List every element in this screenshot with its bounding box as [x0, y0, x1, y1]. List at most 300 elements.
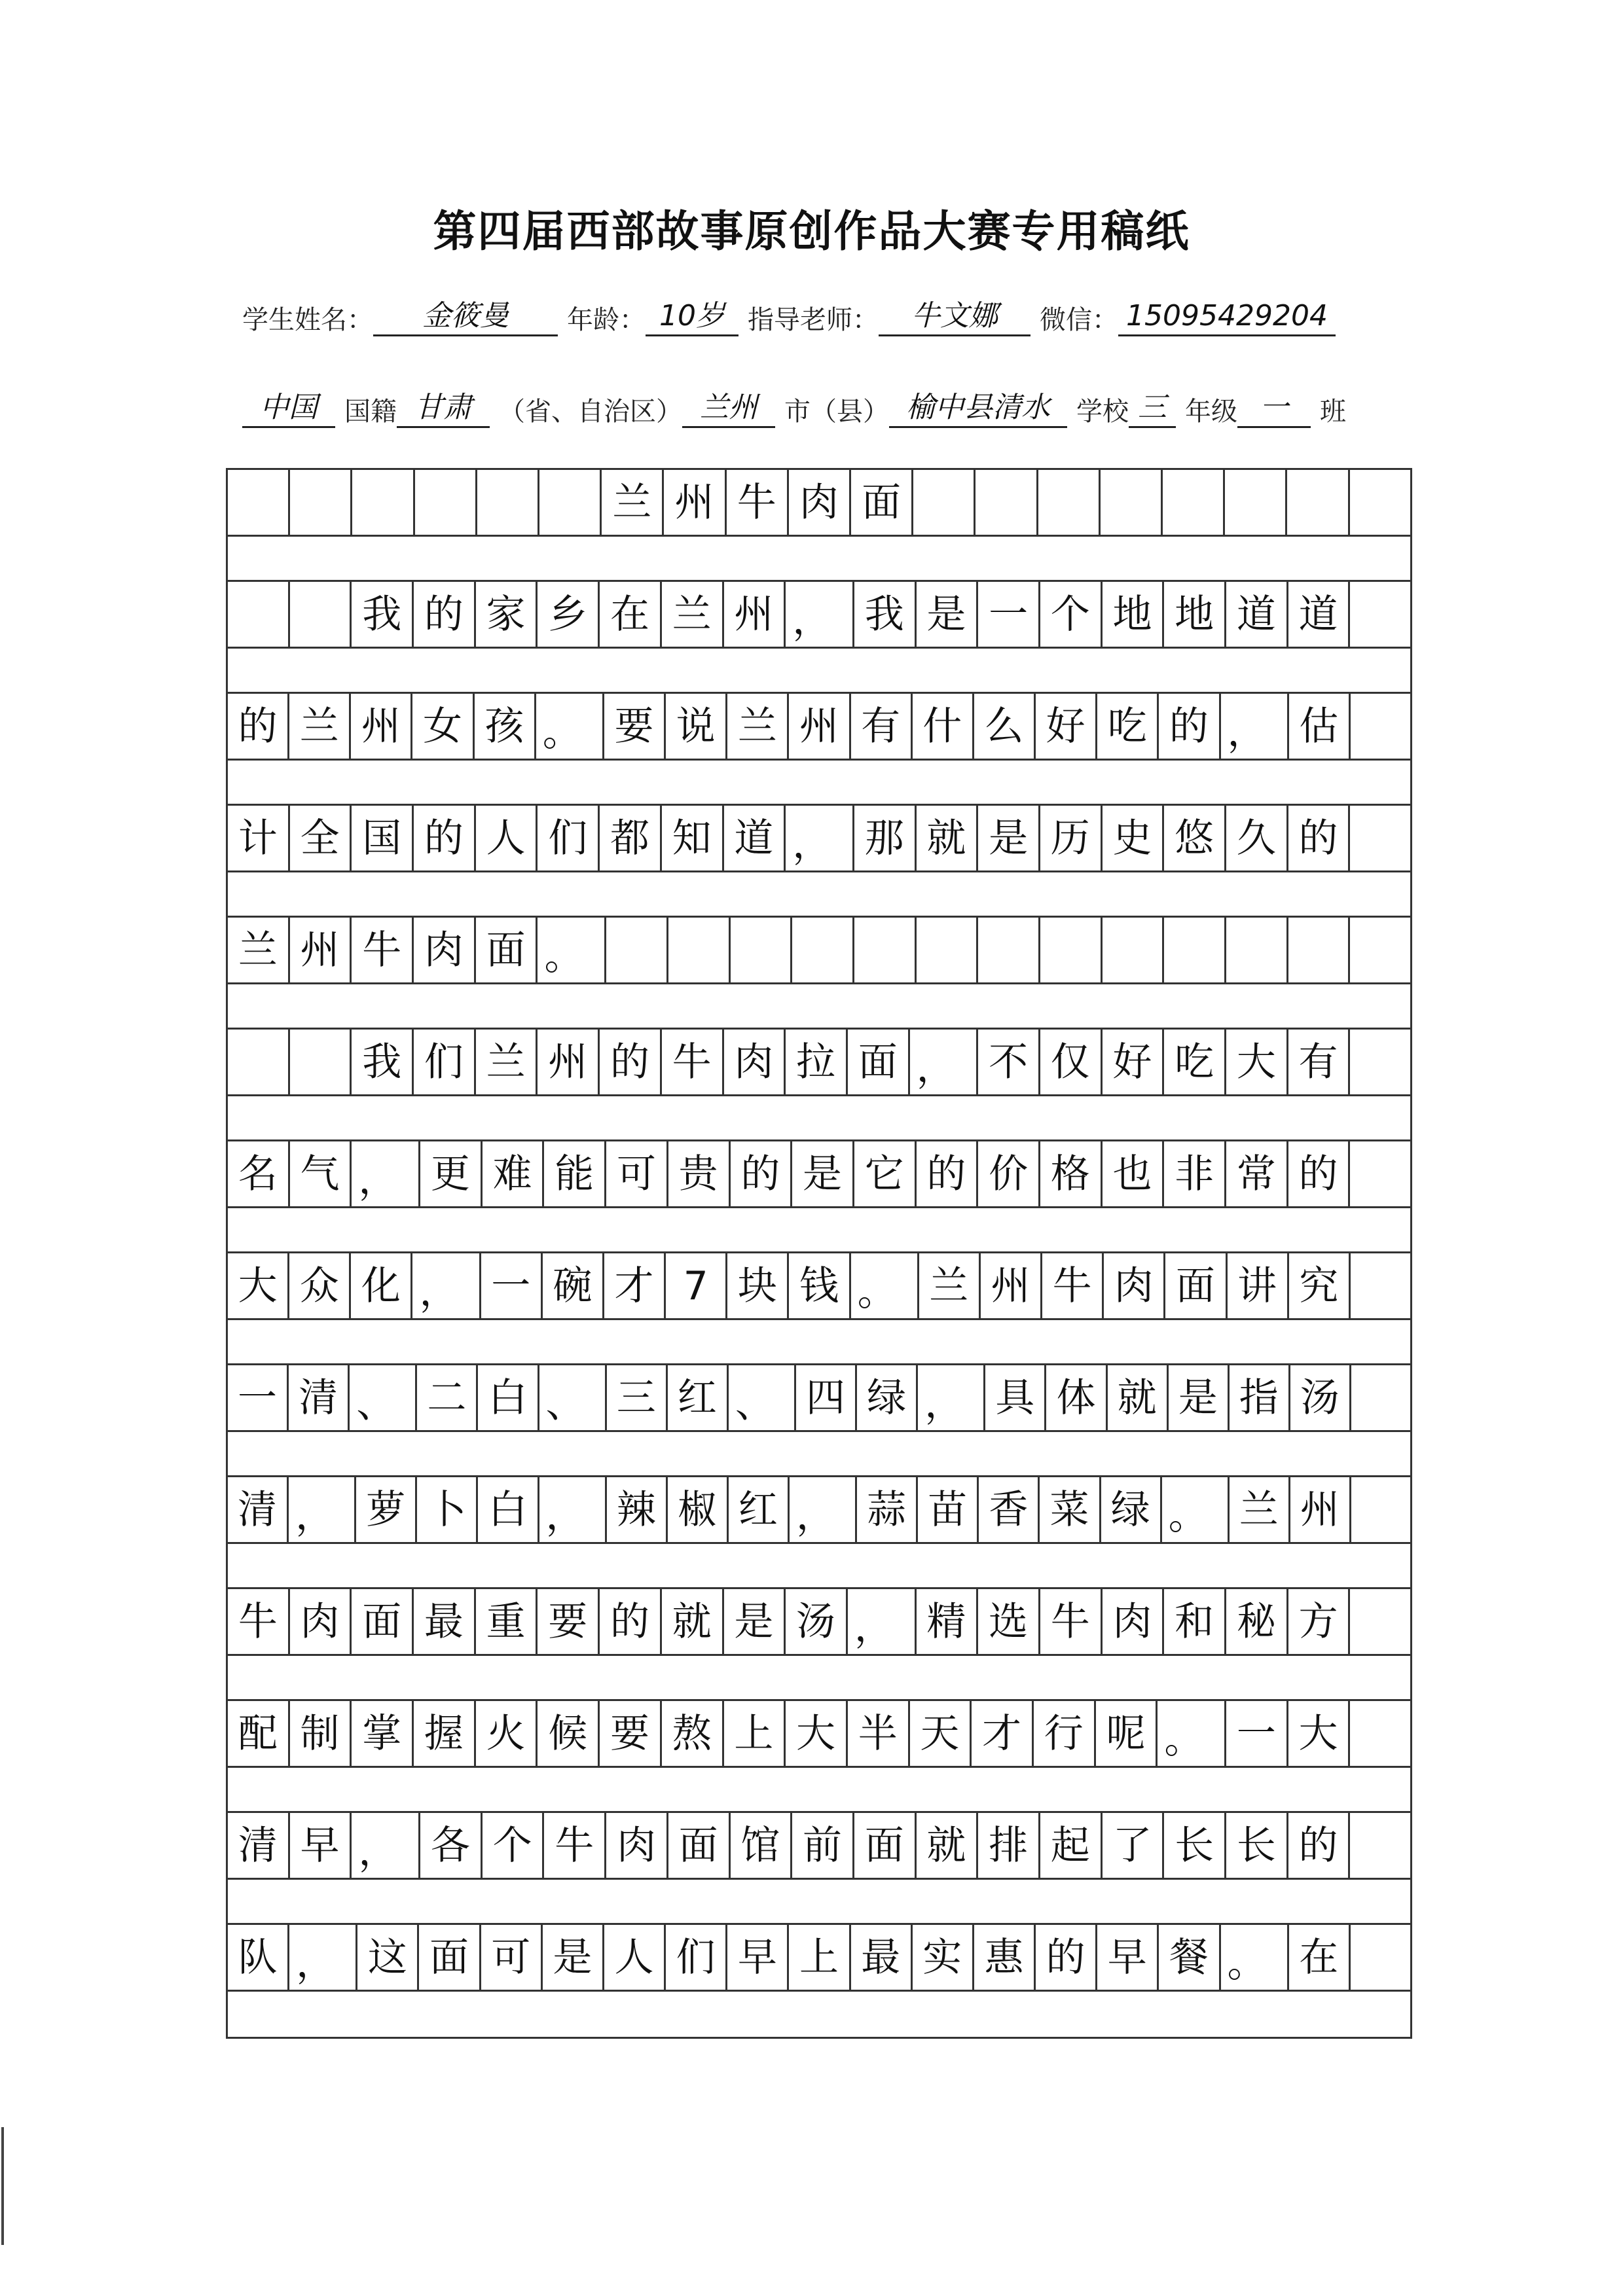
grid-cell: 兰 — [602, 470, 664, 535]
grid-cell: 人 — [604, 1925, 666, 1990]
grid-cell — [228, 582, 290, 647]
grid-cell: 兰 — [289, 694, 351, 759]
grid-cell: 牛 — [727, 470, 789, 535]
grid-cell: ， — [412, 1253, 481, 1318]
grid-cell: 馆 — [731, 1813, 793, 1878]
grid-cell — [477, 470, 539, 535]
grid-cell: 起 — [1040, 1813, 1103, 1878]
grid-cell: 估 — [1289, 694, 1351, 759]
grid-cell: 州 — [351, 694, 412, 759]
grid-cell: 在 — [1289, 1925, 1351, 1990]
grid-spacer-row — [228, 761, 1410, 806]
grid-cell: 们 — [666, 1925, 727, 1990]
grid-cell — [1350, 806, 1410, 870]
grid-cell: 个 — [483, 1813, 545, 1878]
grid-cell: 牛 — [228, 1589, 290, 1654]
grid-cell: 一 — [228, 1365, 289, 1430]
grid-cell — [1350, 918, 1410, 982]
grid-spacer-row — [228, 1432, 1410, 1477]
grid-cell: 一 — [481, 1253, 543, 1318]
grid-cell: 候 — [538, 1701, 600, 1766]
grid-cell: 常 — [1226, 1141, 1288, 1206]
grid-cell — [917, 918, 979, 982]
grid-cell: 绿 — [857, 1365, 918, 1430]
grid-cell: 三 — [607, 1365, 668, 1430]
grid-cell: 就 — [1108, 1365, 1169, 1430]
grid-cell: 我 — [352, 582, 414, 647]
grid-cell — [1164, 918, 1226, 982]
grid-row — [228, 1030, 1410, 1096]
grid-cell: ， — [848, 1589, 917, 1654]
grid-cell: 块 — [727, 1253, 789, 1318]
grid-cell: 就 — [917, 806, 979, 870]
grid-cell: 行 — [1034, 1701, 1096, 1766]
grid-cell: 一 — [978, 582, 1040, 647]
grid-cell: ， — [786, 806, 854, 870]
grid-cell: 吃 — [1164, 1030, 1226, 1094]
grid-cell: 的 — [1288, 1141, 1351, 1206]
grid-cell: 肉 — [414, 918, 476, 982]
grid-cell: 们 — [538, 806, 600, 870]
grid-spacer-row — [228, 1656, 1410, 1701]
name-label: 学生姓名： — [242, 305, 373, 335]
grid-spacer-row — [228, 872, 1410, 918]
grid-cell: 熬 — [662, 1701, 724, 1766]
grid-cell: 可 — [481, 1925, 543, 1990]
grid-cell: 是 — [724, 1589, 786, 1654]
grid-cell: 才 — [972, 1701, 1034, 1766]
grid-cell: 个 — [1040, 582, 1103, 647]
grid-cell — [228, 1030, 290, 1094]
grid-cell: 拉 — [786, 1030, 848, 1094]
grid-cell: 全 — [290, 806, 352, 870]
grid-cell: 白 — [478, 1365, 539, 1430]
grid-cell: 面 — [851, 470, 913, 535]
grid-cell: 制 — [290, 1701, 352, 1766]
grid-cell: 长 — [1226, 1813, 1288, 1878]
grid-cell: 讲 — [1228, 1253, 1289, 1318]
grid-cell: ， — [790, 1477, 857, 1542]
teacher-label: 指导老师： — [748, 305, 879, 335]
manuscript-grid — [226, 468, 1412, 2039]
grid-cell — [1350, 1030, 1410, 1094]
grid-spacer-row — [228, 1880, 1410, 1925]
grid-cell: 可 — [606, 1141, 668, 1206]
grid-cell: 大 — [228, 1253, 289, 1318]
grid-cell: 面 — [854, 1813, 917, 1878]
grid-cell — [290, 470, 352, 535]
grid-cell: 重 — [476, 1589, 538, 1654]
grid-cell: 好 — [1103, 1030, 1165, 1094]
grid-cell: 长 — [1164, 1813, 1226, 1878]
grid-cell: 卜 — [417, 1477, 478, 1542]
grid-cell — [1351, 1925, 1410, 1990]
grid-cell: 、 — [350, 1365, 417, 1430]
grid-cell: 牛 — [662, 1030, 724, 1094]
grid-cell — [976, 470, 1038, 535]
grid-cell: 面 — [1165, 1253, 1227, 1318]
grid-cell — [854, 918, 917, 982]
grid-cell: 孩 — [475, 694, 536, 759]
grid-cell: 国 — [352, 806, 414, 870]
grid-cell: 什 — [913, 694, 974, 759]
grid-cell: 要 — [538, 1589, 600, 1654]
grid-cell: 兰 — [727, 694, 789, 759]
province-field: 甘肃 — [397, 389, 490, 428]
school-label: 学校 — [1076, 397, 1129, 427]
class-field: 一 — [1237, 389, 1311, 428]
grid-cell: 能 — [544, 1141, 606, 1206]
grid-row — [228, 1925, 1410, 1992]
grid-cell: 这 — [357, 1925, 419, 1990]
grid-cell: 有 — [851, 694, 913, 759]
grid-cell: 气 — [290, 1141, 352, 1206]
age-field: 10岁 — [646, 298, 739, 336]
grid-cell — [1226, 918, 1288, 982]
grid-row — [228, 806, 1410, 872]
grid-cell: 蒜 — [857, 1477, 918, 1542]
grid-cell: 名 — [228, 1141, 290, 1206]
grid-cell: 早 — [290, 1813, 352, 1878]
grid-cell: 在 — [600, 582, 662, 647]
age-label: 年龄： — [567, 305, 646, 335]
grid-spacer-row — [228, 537, 1410, 582]
grid-cell: 格 — [1040, 1141, 1103, 1206]
grid-cell: 家 — [476, 582, 538, 647]
grid-cell: 难 — [483, 1141, 545, 1206]
grid-cell: 一 — [1226, 1701, 1288, 1766]
grid-cell: 肉 — [1104, 1253, 1165, 1318]
grid-cell: 地 — [1103, 582, 1165, 647]
name-field: 金筱曼 — [373, 298, 558, 336]
grid-cell: 红 — [729, 1477, 790, 1542]
grid-row — [228, 1589, 1410, 1656]
grid-row — [228, 1813, 1410, 1880]
grid-cell: ， — [289, 1477, 356, 1542]
grid-cell: 绿 — [1101, 1477, 1162, 1542]
grid-cell: 。 — [1158, 1701, 1226, 1766]
grid-cell — [792, 918, 854, 982]
grid-cell: 计 — [228, 806, 290, 870]
grid-row — [228, 1253, 1410, 1320]
grid-cell: 仅 — [1040, 1030, 1103, 1094]
grid-cell: 的 — [414, 582, 476, 647]
grid-cell: 、 — [539, 1365, 607, 1430]
grid-cell: 前 — [792, 1813, 854, 1878]
grid-cell — [290, 582, 352, 647]
grid-cell: 香 — [979, 1477, 1040, 1542]
grid-cell: 要 — [600, 1701, 662, 1766]
grid-spacer-row — [228, 649, 1410, 694]
grid-cell: ， — [352, 1813, 420, 1878]
city-label: 市（县） — [784, 397, 889, 427]
grid-cell: 兰 — [662, 582, 724, 647]
grid-row — [228, 470, 1410, 537]
grid-cell: 了 — [1103, 1813, 1165, 1878]
grid-cell — [1287, 470, 1349, 535]
grid-cell: 菜 — [1040, 1477, 1101, 1542]
grid-spacer-row — [228, 1768, 1410, 1813]
grid-cell: 肉 — [724, 1030, 786, 1094]
grid-cell: 牛 — [352, 918, 414, 982]
grid-cell: 我 — [352, 1030, 414, 1094]
grid-cell — [1350, 1589, 1410, 1654]
grid-cell — [1038, 470, 1101, 535]
grid-cell: 最 — [851, 1925, 913, 1990]
grid-cell: 么 — [974, 694, 1036, 759]
grid-cell: 。 — [536, 694, 604, 759]
grid-cell: 的 — [414, 806, 476, 870]
grid-cell: 久 — [1226, 806, 1288, 870]
grid-cell: 州 — [664, 470, 726, 535]
grid-cell: 说 — [666, 694, 727, 759]
grid-cell — [1103, 918, 1165, 982]
grid-cell: 。 — [1162, 1477, 1230, 1542]
grid-cell: 选 — [978, 1589, 1040, 1654]
grade-field: 三 — [1129, 389, 1176, 428]
grid-row — [228, 1477, 1410, 1544]
grade-label: 年级 — [1185, 397, 1237, 427]
grid-cell: 排 — [978, 1813, 1040, 1878]
grid-cell — [1101, 470, 1163, 535]
grid-cell — [290, 1030, 352, 1094]
wechat-field: 15095429204 — [1118, 298, 1336, 336]
grid-cell: 我 — [854, 582, 917, 647]
grid-cell: 州 — [789, 694, 850, 759]
grid-cell: 四 — [796, 1365, 857, 1430]
grid-cell: 7 — [666, 1253, 727, 1318]
grid-cell — [1350, 582, 1410, 647]
class-label: 班 — [1320, 397, 1346, 427]
grid-cell: 那 — [854, 806, 917, 870]
grid-cell: 非 — [1164, 1141, 1226, 1206]
grid-cell: 化 — [351, 1253, 412, 1318]
grid-cell: 肉 — [606, 1813, 668, 1878]
grid-cell: ， — [918, 1365, 985, 1430]
grid-cell: 苗 — [918, 1477, 979, 1542]
grid-cell: 白 — [478, 1477, 539, 1542]
grid-cell — [978, 918, 1040, 982]
grid-cell: 半 — [848, 1701, 910, 1766]
grid-cell: 州 — [981, 1253, 1042, 1318]
grid-cell — [415, 470, 477, 535]
grid-cell: 的 — [917, 1141, 979, 1206]
grid-cell: 辣 — [607, 1477, 668, 1542]
grid-cell — [1225, 470, 1287, 535]
grid-cell: 清 — [228, 1477, 289, 1542]
grid-cell: 惠 — [974, 1925, 1036, 1990]
grid-row — [228, 1701, 1410, 1768]
grid-cell: 道 — [1226, 582, 1288, 647]
grid-cell: 肉 — [789, 470, 851, 535]
school-field: 榆中县清水 — [889, 389, 1067, 428]
grid-cell: 知 — [662, 806, 724, 870]
grid-cell: 贵 — [668, 1141, 731, 1206]
grid-cell: 实 — [913, 1925, 974, 1990]
grid-cell: 指 — [1230, 1365, 1290, 1430]
grid-cell: 面 — [668, 1813, 731, 1878]
grid-row — [228, 1365, 1410, 1432]
grid-cell: 是 — [792, 1141, 854, 1206]
grid-spacer-row — [228, 1544, 1410, 1589]
grid-cell: 地 — [1164, 582, 1226, 647]
grid-cell: 悠 — [1164, 806, 1226, 870]
grid-cell: 道 — [724, 806, 786, 870]
grid-cell: ， — [352, 1141, 420, 1206]
grid-cell: 面 — [419, 1925, 481, 1990]
grid-cell: 钱 — [789, 1253, 850, 1318]
grid-cell: 人 — [476, 806, 538, 870]
province-label: （省、自治区） — [499, 397, 682, 427]
grid-cell: 有 — [1288, 1030, 1351, 1094]
grid-cell: 秘 — [1226, 1589, 1288, 1654]
grid-cell: 历 — [1040, 806, 1103, 870]
grid-cell: 是 — [917, 582, 979, 647]
grid-cell: 面 — [476, 918, 538, 982]
grid-cell: 掌 — [352, 1701, 414, 1766]
grid-cell — [352, 470, 414, 535]
grid-cell: 碗 — [543, 1253, 604, 1318]
grid-cell: 更 — [420, 1141, 483, 1206]
grid-cell — [1351, 1477, 1410, 1542]
grid-cell: 好 — [1036, 694, 1097, 759]
grid-cell: 队 — [228, 1925, 289, 1990]
grid-cell: ， — [786, 582, 854, 647]
grid-cell: ， — [539, 1477, 607, 1542]
grid-cell: 都 — [600, 806, 662, 870]
grid-spacer-row — [228, 1992, 1410, 2037]
grid-cell: 面 — [848, 1030, 910, 1094]
grid-cell: 价 — [978, 1141, 1040, 1206]
grid-spacer-row — [228, 1208, 1410, 1253]
student-info-row-2 — [242, 389, 1346, 428]
grid-cell: 汤 — [1290, 1365, 1351, 1430]
grid-cell: 要 — [604, 694, 666, 759]
grid-cell: 火 — [476, 1701, 538, 1766]
grid-spacer-row — [228, 1096, 1410, 1141]
grid-cell: 究 — [1289, 1253, 1351, 1318]
grid-cell: 是 — [543, 1925, 604, 1990]
grid-row — [228, 1141, 1410, 1208]
grid-cell: 的 — [731, 1141, 793, 1206]
grid-cell: ， — [289, 1925, 357, 1990]
grid-cell: 不 — [978, 1030, 1040, 1094]
grid-row — [228, 918, 1410, 984]
grid-cell — [1163, 470, 1225, 535]
grid-cell: 红 — [668, 1365, 729, 1430]
grid-cell: 吃 — [1097, 694, 1159, 759]
grid-cell: 的 — [1288, 806, 1351, 870]
grid-cell: 配 — [228, 1701, 290, 1766]
grid-cell: 大 — [1288, 1701, 1351, 1766]
student-info-row-1 — [242, 298, 1345, 336]
teacher-field: 牛文娜 — [879, 298, 1030, 336]
country-label: 国籍 — [344, 397, 397, 427]
grid-cell: 餐 — [1159, 1925, 1220, 1990]
grid-cell: 的 — [600, 1030, 662, 1094]
grid-cell: 的 — [1159, 694, 1220, 759]
grid-cell: 、 — [729, 1365, 796, 1430]
grid-cell: 。 — [538, 918, 606, 982]
grid-cell: 肉 — [290, 1589, 352, 1654]
grid-cell — [668, 918, 731, 982]
wechat-label: 微信： — [1040, 305, 1118, 335]
grid-cell: 大 — [786, 1701, 848, 1766]
grid-cell: 兰 — [1230, 1477, 1290, 1542]
grid-cell: 二 — [417, 1365, 478, 1430]
grid-cell: 州 — [538, 1030, 600, 1094]
grid-cell: 上 — [789, 1925, 850, 1990]
grid-cell: 的 — [600, 1589, 662, 1654]
grid-cell — [539, 470, 602, 535]
grid-cell: 牛 — [1040, 1589, 1103, 1654]
grid-row — [228, 694, 1410, 761]
grid-cell — [1350, 1813, 1410, 1878]
grid-cell — [606, 918, 668, 982]
grid-cell: 清 — [228, 1813, 290, 1878]
grid-cell: 兰 — [919, 1253, 981, 1318]
grid-cell — [731, 918, 793, 982]
grid-cell: 。 — [851, 1253, 919, 1318]
grid-cell: 众 — [289, 1253, 351, 1318]
grid-cell — [1351, 694, 1410, 759]
grid-cell — [1350, 1701, 1410, 1766]
grid-cell: 的 — [228, 694, 289, 759]
grid-cell: 是 — [978, 806, 1040, 870]
grid-cell: 的 — [1036, 1925, 1097, 1990]
grid-cell: 早 — [727, 1925, 789, 1990]
grid-cell: 方 — [1288, 1589, 1351, 1654]
grid-cell: 的 — [1288, 1813, 1351, 1878]
grid-cell: 州 — [290, 918, 352, 982]
grid-cell: 大 — [1226, 1030, 1288, 1094]
grid-cell — [1350, 470, 1410, 535]
grid-cell: 它 — [854, 1141, 917, 1206]
grid-cell: 兰 — [476, 1030, 538, 1094]
grid-cell: 具 — [985, 1365, 1046, 1430]
grid-cell: 体 — [1046, 1365, 1107, 1430]
grid-cell: 天 — [910, 1701, 972, 1766]
grid-cell: 精 — [917, 1589, 979, 1654]
grid-cell — [1040, 918, 1103, 982]
grid-cell: 乡 — [538, 582, 600, 647]
grid-row — [228, 582, 1410, 649]
city-field: 兰州 — [682, 389, 775, 428]
grid-spacer-row — [228, 1320, 1410, 1365]
page-title: 第四届西部故事原创作品大赛专用稿纸 — [433, 206, 1190, 257]
country-field: 中国 — [242, 389, 335, 428]
grid-cell — [1350, 1141, 1410, 1206]
grid-cell: 呢 — [1096, 1701, 1158, 1766]
grid-cell: 州 — [724, 582, 786, 647]
grid-cell — [913, 470, 976, 535]
grid-cell — [1288, 918, 1351, 982]
grid-cell: 兰 — [228, 918, 290, 982]
grid-cell: 才 — [604, 1253, 666, 1318]
grid-cell: 牛 — [544, 1813, 606, 1878]
grid-cell: 萝 — [356, 1477, 417, 1542]
grid-cell: 们 — [414, 1030, 476, 1094]
grid-cell: 肉 — [1103, 1589, 1165, 1654]
grid-spacer-row — [228, 984, 1410, 1030]
scan-edge-mark — [1, 2127, 4, 2245]
grid-cell: 面 — [352, 1589, 414, 1654]
grid-cell: 各 — [420, 1813, 483, 1878]
grid-cell: 和 — [1164, 1589, 1226, 1654]
grid-cell: 就 — [917, 1813, 979, 1878]
grid-cell — [228, 470, 290, 535]
grid-cell — [1351, 1365, 1410, 1430]
